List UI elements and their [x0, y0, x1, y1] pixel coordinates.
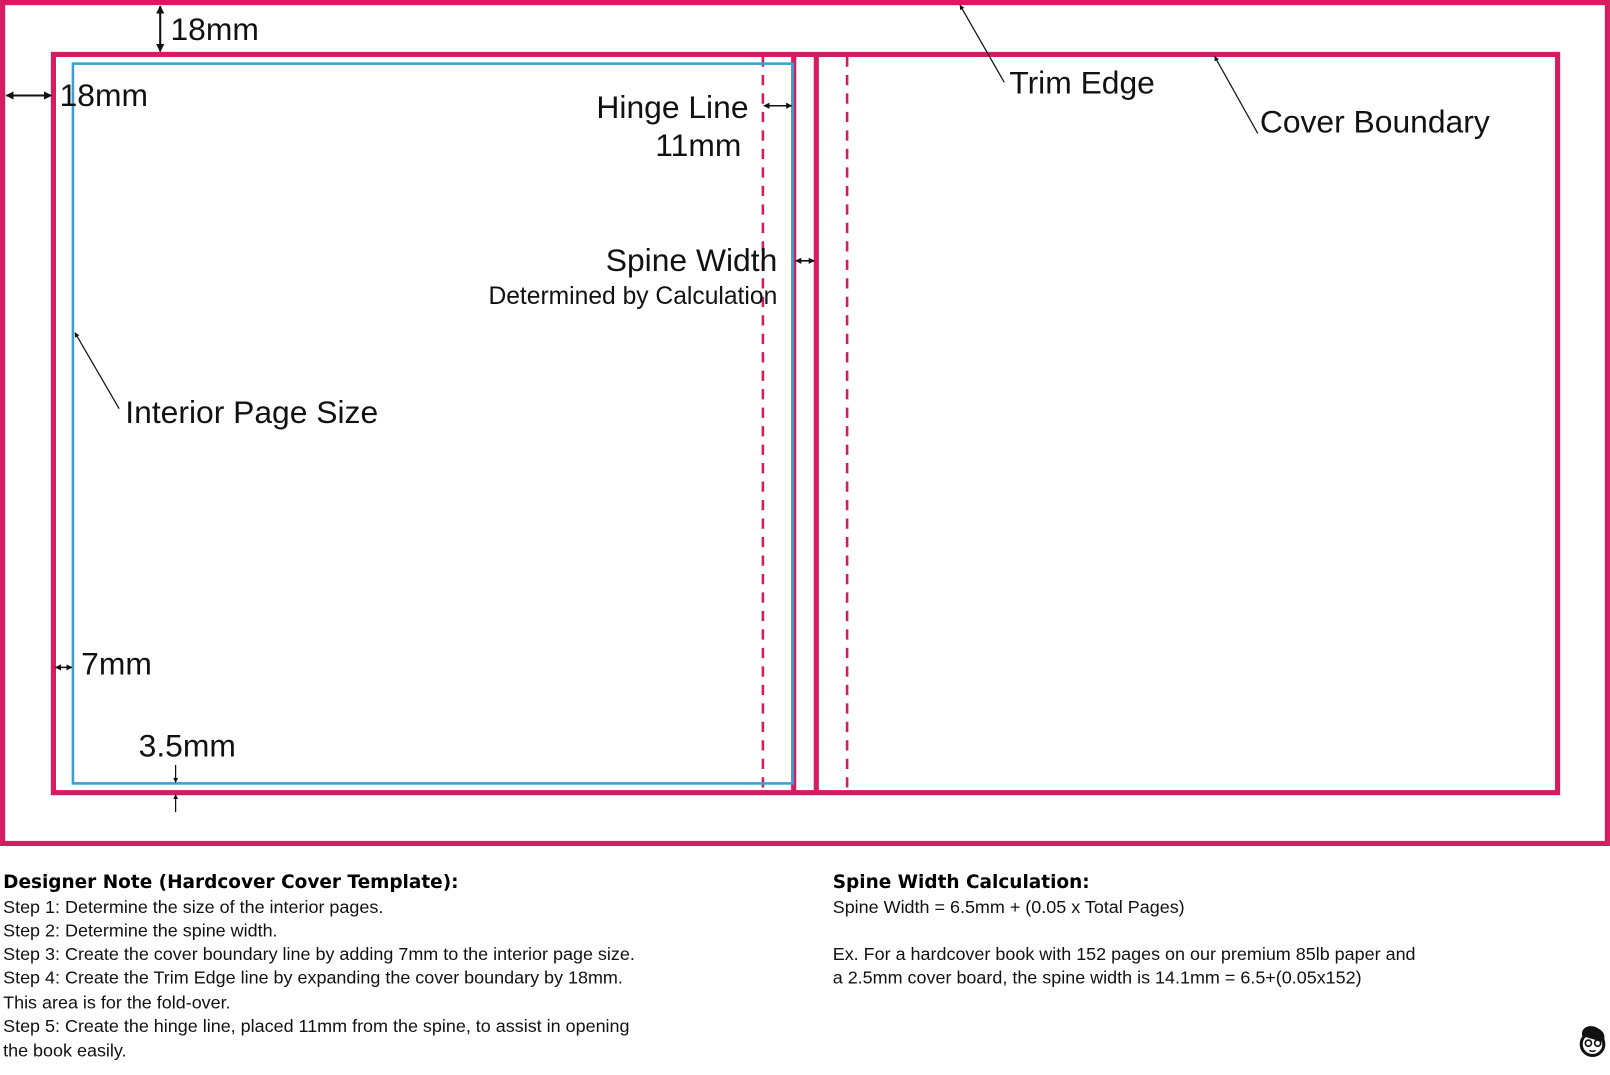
cover-pointer	[1215, 56, 1258, 133]
side-boundary-label: 7mm	[81, 645, 152, 682]
note-line: the book easily.	[3, 1040, 127, 1061]
note-line: Step 1: Determine the size of the interior pages.	[3, 896, 384, 917]
top-margin-label: 18mm	[170, 11, 259, 48]
note-line: Step 4: Create the Trim Edge line by expanding the cover boundary by 18mm.	[3, 967, 623, 988]
spine-width-label: Spine Width	[605, 242, 778, 279]
spine-calc-title: Spine Width Calculation:	[832, 872, 1090, 894]
designer-note-title: Designer Note (Hardcover Cover Template):	[3, 872, 459, 894]
trim-edge-label: Trim Edge	[1009, 64, 1155, 101]
interior-pointer	[75, 333, 119, 409]
hinge-distance-label: 11mm	[655, 127, 742, 164]
note-line: Step 3: Create the cover boundary line by adding 7mm to the interior page size.	[3, 944, 635, 965]
note-line: This area is for the fold-over.	[3, 992, 231, 1013]
mascot-logo-icon	[1581, 1026, 1604, 1055]
spine-width-sub-label: Determined by Calculation	[488, 282, 778, 310]
hinge-line-label: Hinge Line	[596, 89, 749, 126]
bottom-boundary-label: 3.5mm	[138, 727, 236, 764]
note-line: Step 2: Determine the spine width.	[3, 920, 278, 941]
cover-boundary-label: Cover Boundary	[1259, 103, 1490, 140]
trim-pointer	[960, 5, 1004, 82]
spine-calc-example: a 2.5mm cover board, the spine width is 14.1mm = 6.5+(0.05x152)	[832, 967, 1362, 988]
interior-page-size-label: Interior Page Size	[125, 394, 379, 431]
left-margin-label: 18mm	[59, 76, 148, 113]
note-line: Step 5: Create the hinge line, placed 11mm from the spine, to assist in opening	[3, 1015, 630, 1036]
spine-calc-formula: Spine Width = 6.5mm + (0.05 x Total Pages)	[832, 896, 1185, 917]
spine-calc-example: Ex. For a hardcover book with 152 pages on our premium 85lb paper and	[832, 944, 1416, 965]
